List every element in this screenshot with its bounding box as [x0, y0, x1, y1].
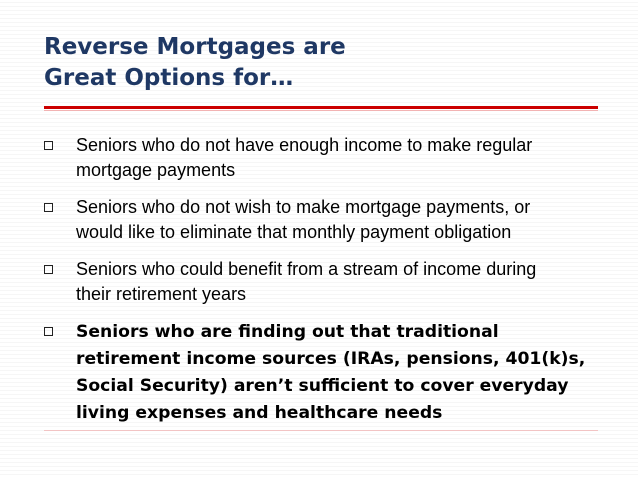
- bullet-line: their retirement years: [76, 284, 247, 304]
- title-line-2: Great Options for…: [44, 65, 294, 91]
- bullet-line: Seniors who are finding out that traditional: [76, 322, 499, 342]
- bullet-line: retirement income sources (IRAs, pensions, 401(k)s,: [76, 349, 586, 369]
- bullet-item: [44, 133, 604, 195]
- bullet-item: [44, 195, 604, 257]
- bullet-line: Seniors who could benefit from a stream of income during: [76, 259, 537, 279]
- title-line-1: Reverse Mortgages are: [44, 34, 346, 60]
- bullet-line: living expenses and healthcare needs: [76, 403, 443, 423]
- title-divider: [44, 106, 598, 109]
- bullet-line: Seniors who do not wish to make mortgage payments, or: [76, 197, 531, 217]
- bullet-text: [76, 133, 604, 183]
- bullet-line: mortgage payments: [76, 160, 236, 180]
- square-bullet-icon: [44, 265, 53, 274]
- bullet-text: [76, 319, 604, 427]
- slide-title: [44, 32, 584, 94]
- bullet-item: [44, 319, 604, 427]
- bullet-list: [44, 133, 604, 427]
- bullet-line: Social Security) aren’t sufficient to cover everyday: [76, 376, 569, 396]
- square-bullet-icon: [44, 327, 53, 336]
- square-bullet-icon: [44, 203, 53, 212]
- bullet-line: would like to eliminate that monthly payment obligation: [76, 222, 512, 242]
- bullet-text: [76, 195, 604, 245]
- bullet-item: [44, 257, 604, 319]
- bottom-divider: [44, 430, 598, 431]
- bullet-line: Seniors who do not have enough income to make regular: [76, 135, 533, 155]
- bullet-text: [76, 257, 604, 307]
- square-bullet-icon: [44, 141, 53, 150]
- title-divider-shadow: [44, 110, 598, 111]
